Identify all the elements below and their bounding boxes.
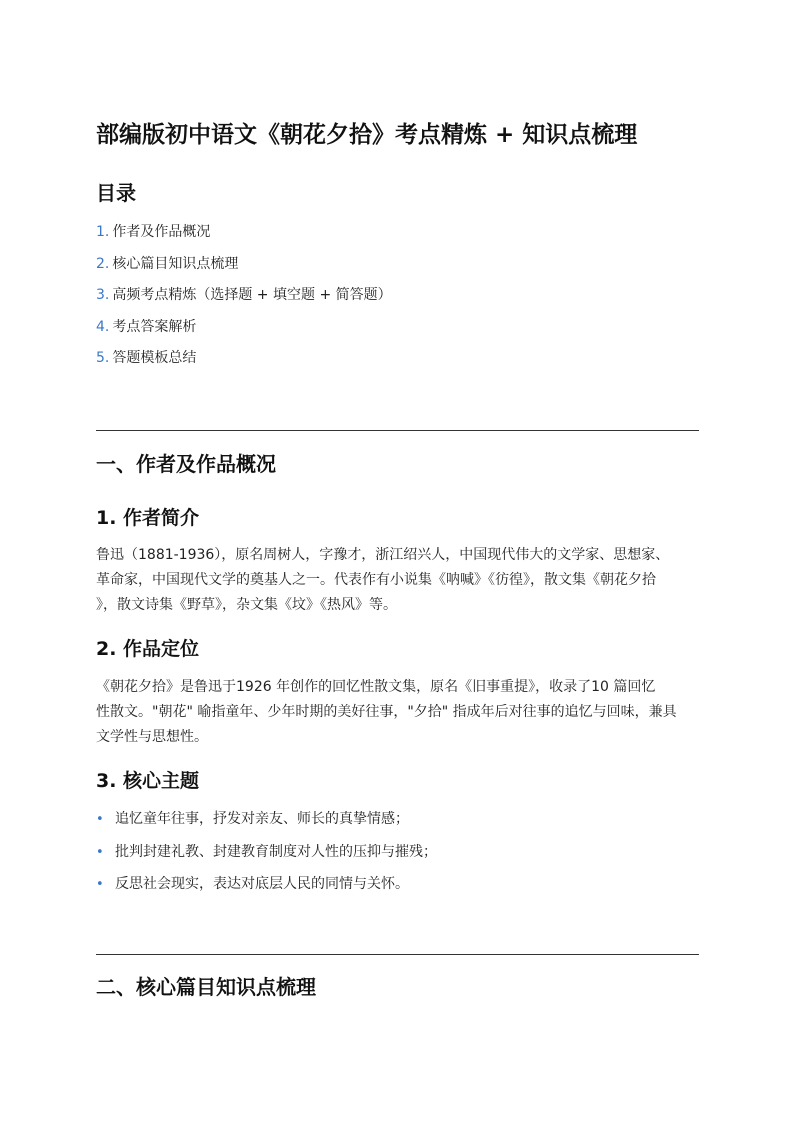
section-divider: [96, 954, 699, 955]
paragraph-line: 革命家，中国现代文学的奠基人之一。代表作有小说集《呐喊》《彷徨》，散文集《朝花夕拾: [96, 572, 656, 588]
toc-item-number: 5.: [96, 350, 110, 366]
paragraph-line: 》，散文诗集《野草》，杂文集《坟》《热风》等。: [96, 597, 397, 613]
list-item: [96, 808, 437, 830]
toc-list: [96, 221, 392, 379]
bullet-icon: •: [96, 877, 104, 892]
bullet-icon: •: [96, 844, 104, 860]
toc-item-number: 4.: [96, 318, 110, 335]
toc-item-number: 2.: [96, 255, 110, 272]
section-divider: [96, 430, 699, 431]
list-item-text: 追忆童年往事，抒发对亲友、师长的真挚情感；: [115, 811, 409, 827]
toc-item[interactable]: [96, 253, 392, 275]
toc-item[interactable]: [96, 316, 392, 338]
bullet-icon: •: [96, 812, 104, 827]
subheading-work-position: 2. 作品定位: [96, 638, 200, 660]
paragraph-line: 文学性与思想性。: [96, 729, 208, 745]
toc-item[interactable]: [96, 347, 392, 369]
toc-item-label: 核心篇目知识点梳理: [112, 255, 239, 272]
toc-item[interactable]: [96, 284, 392, 306]
paragraph-line: 性散文。"朝花" 喻指童年、少年时期的美好往事，"夕拾" 指成年后对往事的追忆与回味，兼具: [96, 704, 677, 720]
list-item: [96, 841, 437, 863]
section-heading-overview: 一、作者及作品概况: [96, 452, 276, 476]
list-item-text: 反思社会现实，表达对底层人民的同情与关怀。: [115, 876, 409, 892]
subheading-core-theme: 3. 核心主题: [96, 770, 200, 792]
theme-bullet-list: [96, 808, 437, 906]
paragraph-work-position: [96, 675, 699, 750]
toc-heading: 目录: [96, 181, 136, 205]
list-item-text: 批判封建礼教、封建教育制度对人性的压抑与摧残；: [115, 843, 437, 860]
subheading-author-intro: 1. 作者简介: [96, 507, 200, 529]
toc-item-label: 作者及作品概况: [112, 224, 211, 240]
toc-item[interactable]: [96, 221, 392, 243]
toc-item-label: 答题模板总结: [112, 350, 197, 366]
toc-item-number: 3.: [96, 287, 110, 303]
paragraph-line: 《朝花夕拾》是鲁迅于1926 年创作的回忆性散文集，原名《旧事重提》，收录了10 篇回忆: [96, 679, 656, 695]
paragraph-line: 鲁迅（1881-1936），原名周树人，字豫才，浙江绍兴人，中国现代伟大的文学家、思想家、: [96, 547, 670, 563]
document-title: 部编版初中语文《朝花夕拾》考点精炼 + 知识点梳理: [96, 122, 638, 148]
toc-item-label: 高频考点精炼（选择题 + 填空题 + 简答题）: [112, 287, 392, 303]
list-item: [96, 873, 437, 895]
section-heading-key-chapters: 二、核心篇目知识点梳理: [96, 975, 316, 999]
toc-item-label: 考点答案解析: [112, 318, 197, 335]
toc-item-number: 1.: [96, 224, 110, 240]
paragraph-author-intro: [96, 543, 699, 618]
